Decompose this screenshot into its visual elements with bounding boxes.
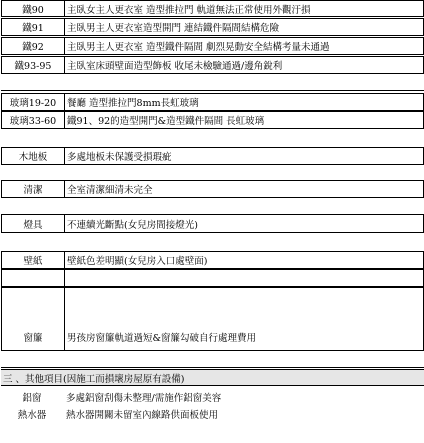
item-code: 鐵91 [2, 19, 65, 35]
item-description: 鐵91、92的造型開門&造型鐵件隔間 長虹玻璃 [67, 116, 265, 127]
table-row [1, 269, 424, 287]
item-description: 不連續光斷點(女兒房間接燈光) [67, 219, 198, 231]
list-item [1, 388, 424, 405]
item-description: 主臥女主人更衣室 造型推拉門 軌道無法正常使用外觀汙損 [67, 4, 311, 16]
list-item [1, 405, 424, 422]
item-code: 窗簾 [2, 288, 65, 350]
row-divider [1, 367, 424, 368]
table-row [1, 147, 424, 165]
item-code: 玻璃19-20 [2, 94, 65, 110]
table-row [1, 180, 424, 198]
table-row [1, 18, 424, 36]
item-code: 鐵93-95 [2, 57, 65, 73]
item-code: 熱水器 [17, 409, 47, 421]
table-row [1, 251, 424, 269]
table-row [1, 56, 424, 74]
section-header: 三 、其他項目(因施工而損壞房屋原有設備) [1, 369, 424, 386]
item-code: 鐵92 [2, 38, 65, 54]
row-divider [1, 90, 424, 91]
item-description: 餐廳 造型推拉門8mm長虹玻璃 [67, 98, 199, 109]
table-row [1, 111, 424, 129]
table-row [1, 37, 424, 55]
item-code: 鐵90 [2, 1, 65, 16]
table-row [1, 93, 424, 111]
item-code: 燈具 [2, 215, 65, 232]
item-description: 主臥室床頭壁面造型飾板 收尾未檢驗通過/邊角銳利 [67, 61, 283, 72]
item-code: 玻璃33-60 [2, 112, 65, 128]
table-row [1, 287, 424, 351]
item-code: 壁紙 [2, 252, 65, 268]
item-code: 清潔 [2, 181, 65, 197]
table-row [1, 214, 424, 233]
item-code [2, 270, 65, 286]
item-description: 全室清潔細清未完全 [67, 185, 153, 196]
item-code: 木地板 [2, 148, 65, 164]
item-description: 男孩房窗簾軌道過短&窗簾勾破自行處理費用 [67, 333, 256, 344]
item-description: 多處地板未保護受損瑕疵 [67, 152, 172, 163]
item-code: 鋁窗 [22, 392, 42, 404]
item-description: 主臥男主人更衣室造型開門 連結鐵件隔間結構危險 [67, 23, 280, 34]
item-description: 熱水器開關未留室內線路供面板使用 [66, 409, 219, 421]
item-description: 多處鋁窗刮傷未整理/需施作鋁窗美容 [66, 392, 222, 404]
item-description: 壁紙色差明顯(女兒房入口處壁面) [67, 256, 208, 267]
item-description [67, 270, 423, 286]
table-row [1, 0, 424, 17]
item-description: 主臥男主人更衣室 造型鐵件隔間 劇烈晃動安全結構考量未通過 [67, 42, 330, 53]
